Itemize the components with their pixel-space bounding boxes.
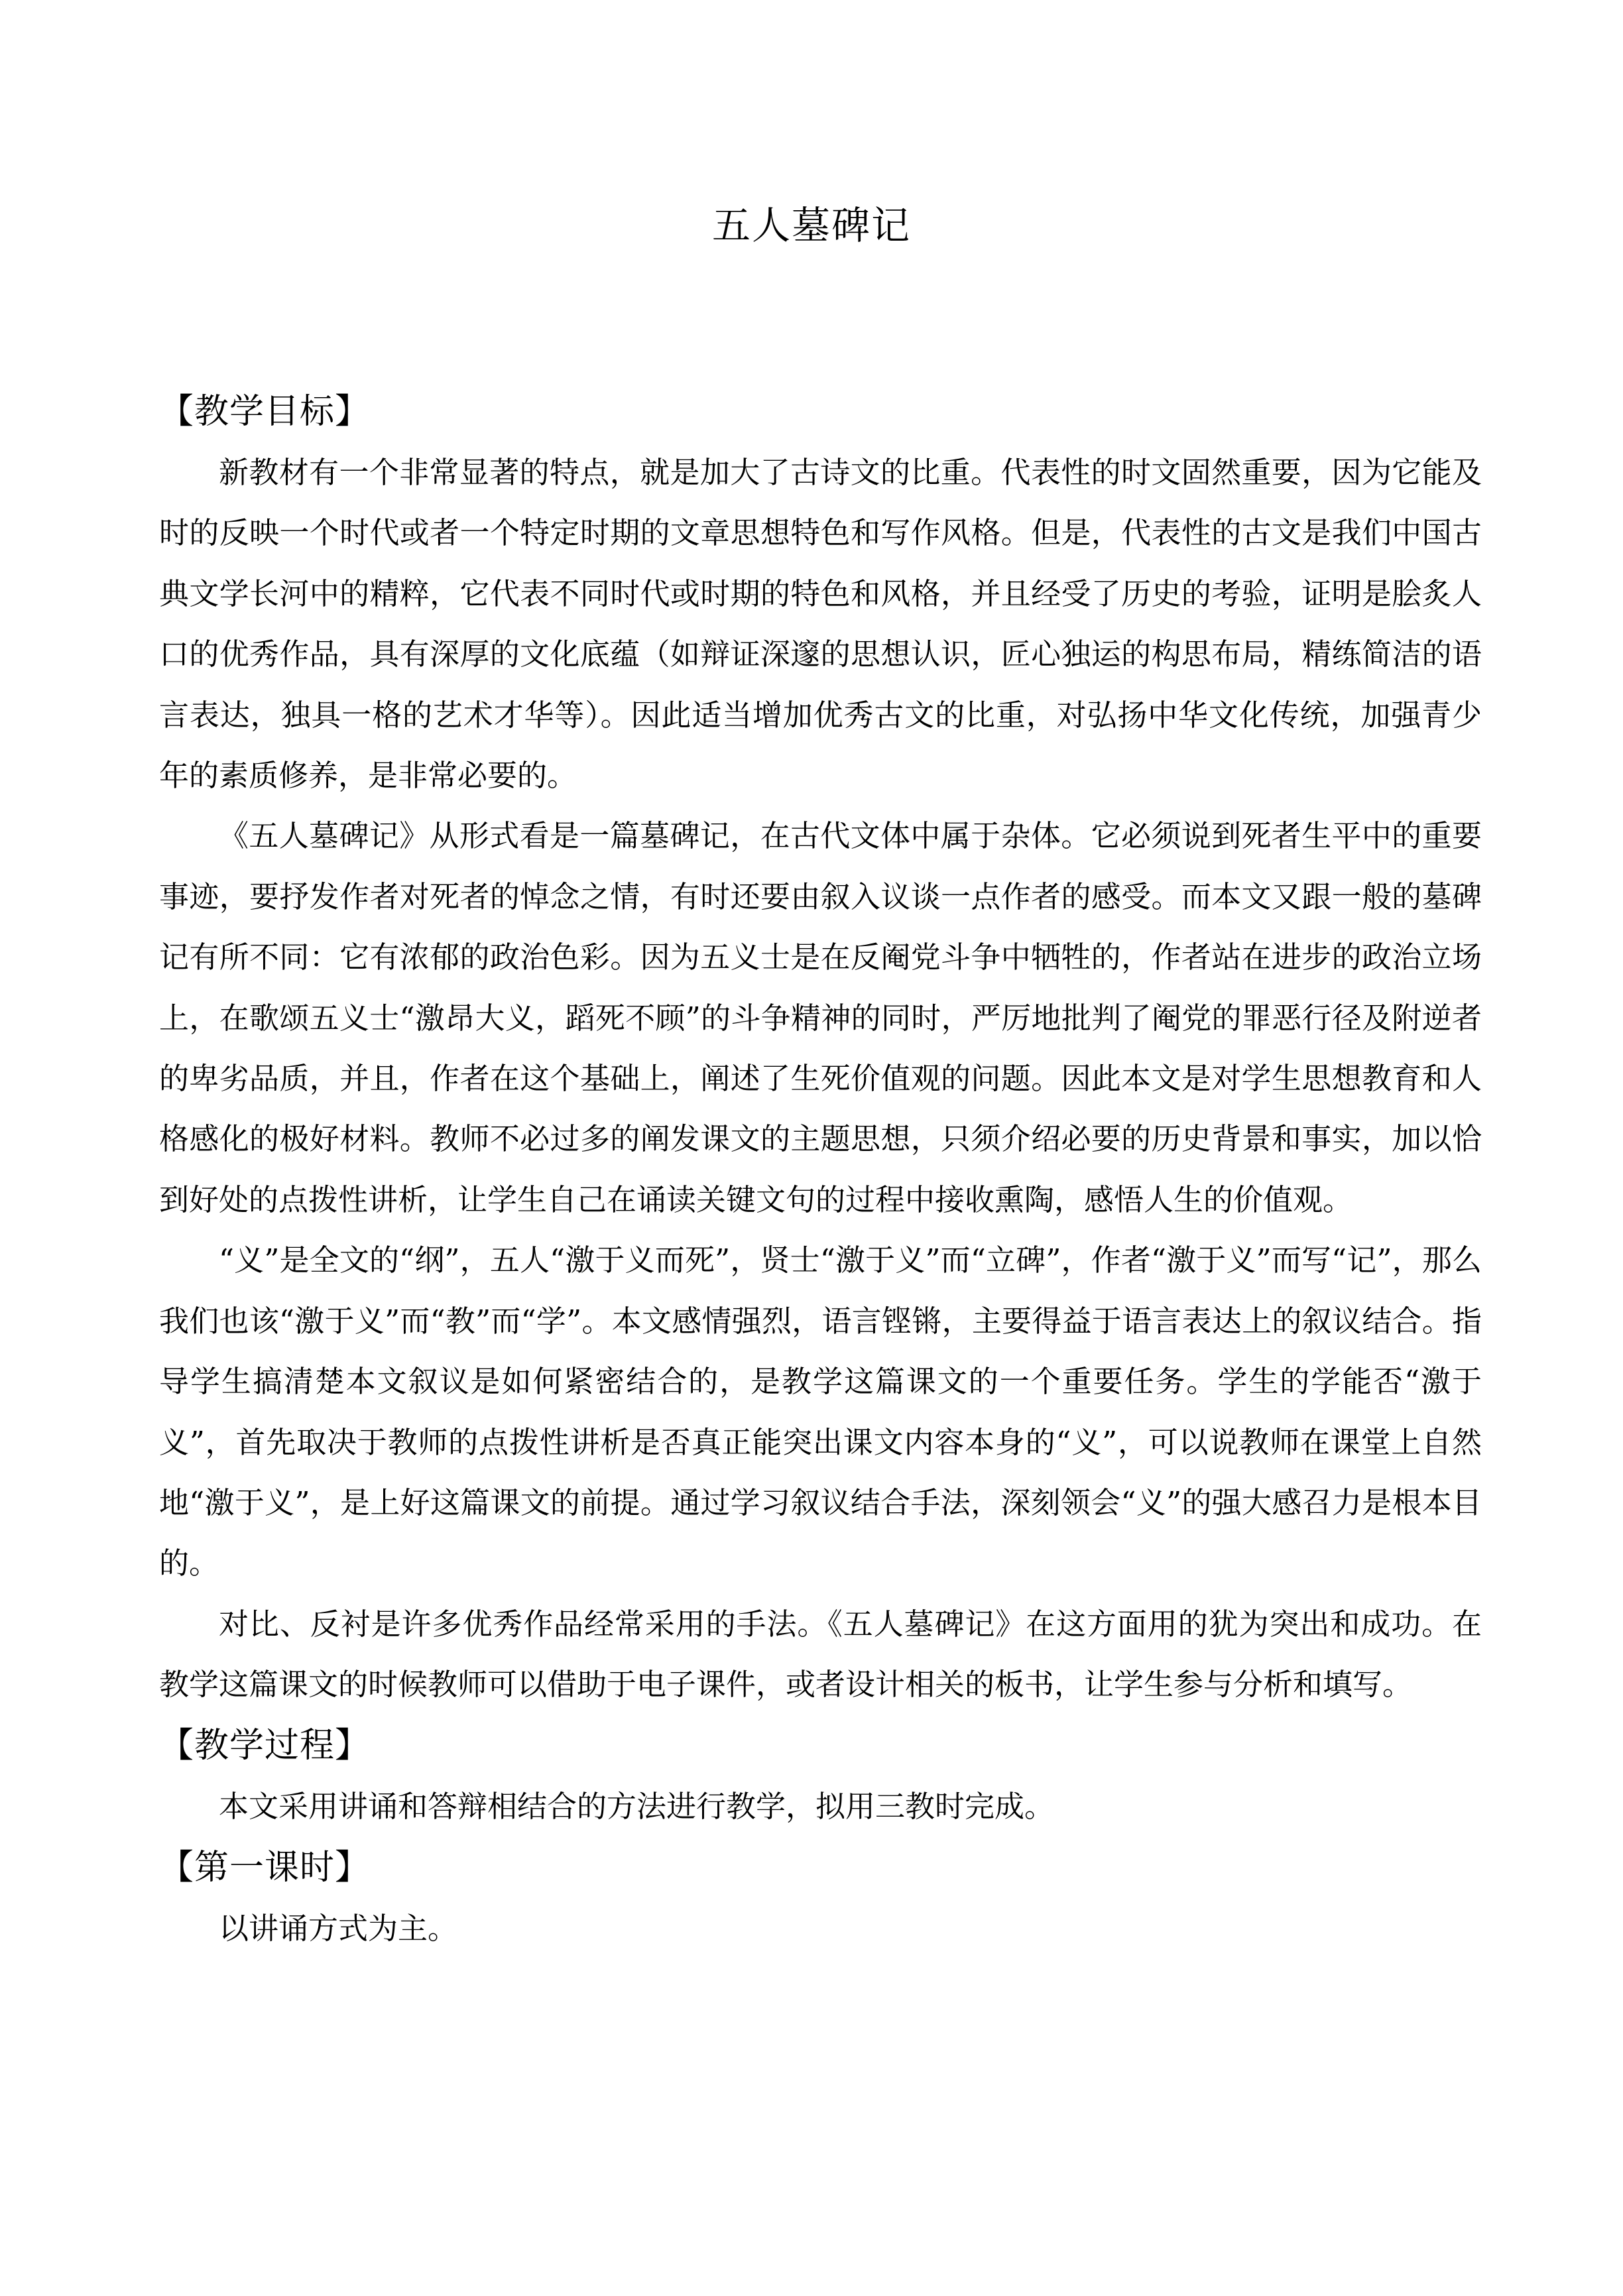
paragraph: 本文采用讲诵和答辩相结合的方法进行教学，拟用三教时完成。 xyxy=(219,1788,1055,1824)
section-heading-teaching-goals: 【教学目标】 xyxy=(159,392,371,432)
section-heading-teaching-process: 【教学过程】 xyxy=(159,1725,371,1766)
paragraph: “义”是全文的“纲”，五人“激于义而死”，贤士“激于义”而“立碑”，作者“激于义”而写“记”，那么我们也该“激于义”而“教”而“学”。本文感情强烈，语言铿锵，主要得益于语言表达上的叙议结合。指导学生搞清楚本文叙议是如何紧密结合的，是教学这篇课文的一个重要任务。学生的学能否“激于义”，首先取决于教师的点拨性讲析是否真正能突出课文内容本身的“义”，可以说教师在课堂上自然地“激于义”，是上好这篇课文的前提。通过学习叙议结合手法，深刻领会“义”的强大感召力是根本目的。 xyxy=(159,1242,1482,1581)
paragraph: 以讲诵方式为主。 xyxy=(219,1910,458,1946)
document-body xyxy=(159,381,1482,1959)
document-title: 五人墓碑记 xyxy=(711,203,911,248)
paragraph: 新教材有一个非常显著的特点，就是加大了古诗文的比重。代表性的时文固然重要，因为它能及时的反映一个时代或者一个特定时期的文章思想特色和写作风格。但是，代表性的古文是我们中国古典文学长河中的精粹，它代表不同时代或时期的特色和风格，并且经受了历史的考验，证明是脍炙人口的优秀作品，具有深厚的文化底蕴（如辩证深邃的思想认识，匠心独运的构思布局，精练简洁的语言表达，独具一格的艺术才华等）。因此适当增加优秀古文的比重，对弘扬中华文化传统，加强青少年的素质修养，是非常必要的。 xyxy=(159,455,1482,794)
section-heading-first-lesson: 【第一课时】 xyxy=(159,1847,371,1888)
paragraph: 《五人墓碑记》从形式看是一篇墓碑记，在古代文体中属于杂体。它必须说到死者生平中的重要事迹，要抒发作者对死者的悼念之情，有时还要由叙入议谈一点作者的感受。而本文又跟一般的墓碑记有所不同：它有浓郁的政治色彩。因为五义士是在反阉党斗争中牺牲的，作者站在进步的政治立场上，在歌颂五义士“激昂大义，蹈死不顾”的斗争精神的同时，严厉地批判了阉党的罪恶行径及附逆者的卑劣品质，并且，作者在这个基础上，阐述了生死价值观的问题。因此本文是对学生思想教育和人格感化的极好材料。教师不必过多的阐发课文的主题思想，只须介绍必要的历史背景和事实，加以恰到好处的点拨性讲析，让学生自己在诵读关键文句的过程中接收熏陶，感悟人生的价值观。 xyxy=(159,818,1482,1217)
paragraph: 对比、反衬是许多优秀作品经常采用的手法。《五人墓碑记》在这方面用的犹为突出和成功。在教学这篇课文的时候教师可以借助于电子课件，或者设计相关的板书，让学生参与分析和填写。 xyxy=(159,1606,1482,1703)
